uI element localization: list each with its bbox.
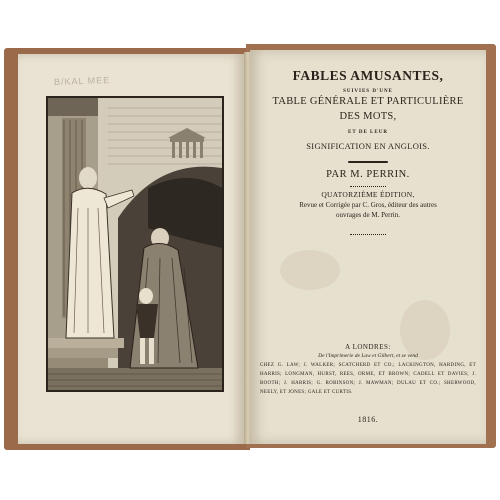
marginal-note: B/KAL MEE [53, 75, 111, 87]
edition-line: QUATORZIÈME ÉDITION, [321, 190, 415, 199]
ornamental-rule [348, 161, 388, 163]
revision-line-1: Revue et Corrigée par C. Gros, éditeur des autres [299, 201, 437, 209]
paper-stain [280, 250, 340, 290]
imprint-printer: De l'Imprimerie de Law et Gilbert, et se vend [318, 353, 418, 359]
book-title: FABLES AMUSANTES, [292, 68, 444, 83]
subtitle-table-line2: DES MOTS, [339, 111, 397, 122]
imprint-year: 1816. [357, 415, 379, 424]
subtitle-signification: SIGNIFICATION EN ANGLOIS. [306, 141, 430, 151]
subtitle-table-line1: TABLE GÉNÉRALE ET PARTICULIÈRE [272, 96, 464, 107]
dotted-rule [350, 186, 386, 187]
imprint-booksellers: CHEZ G. LAW; J. WALKER; SCATCHERD ET CO.; LACKINGTON, HARDING, ET HARRIS; LONGMAN, HURST, REES, ORME, ET BROWN; CADELL ET DAVIES; J. BOOTH; J. HARRIS; G. ROBINSON; J. MAWMAN; DULAU ET CO.; SHERWOOD, NEELY, ET JONES; GALE ET CURTIS. [260, 363, 476, 395]
frontispiece-page [18, 54, 244, 444]
imprint-place: A LONDRES: [345, 343, 391, 351]
dotted-rule [350, 234, 386, 235]
title-page [250, 50, 486, 444]
subtitle-et-de-leur: ET DE LEUR [348, 130, 388, 135]
engraving-svg [48, 98, 222, 390]
subtitle-suivies: SUIVIES D'UNE [343, 89, 393, 94]
engraving-illustration [46, 96, 224, 392]
author-line: PAR M. PERRIN. [326, 169, 410, 180]
revision-line-2: ouvrages de M. Perrin. [336, 211, 400, 219]
paper-stain [400, 300, 450, 360]
